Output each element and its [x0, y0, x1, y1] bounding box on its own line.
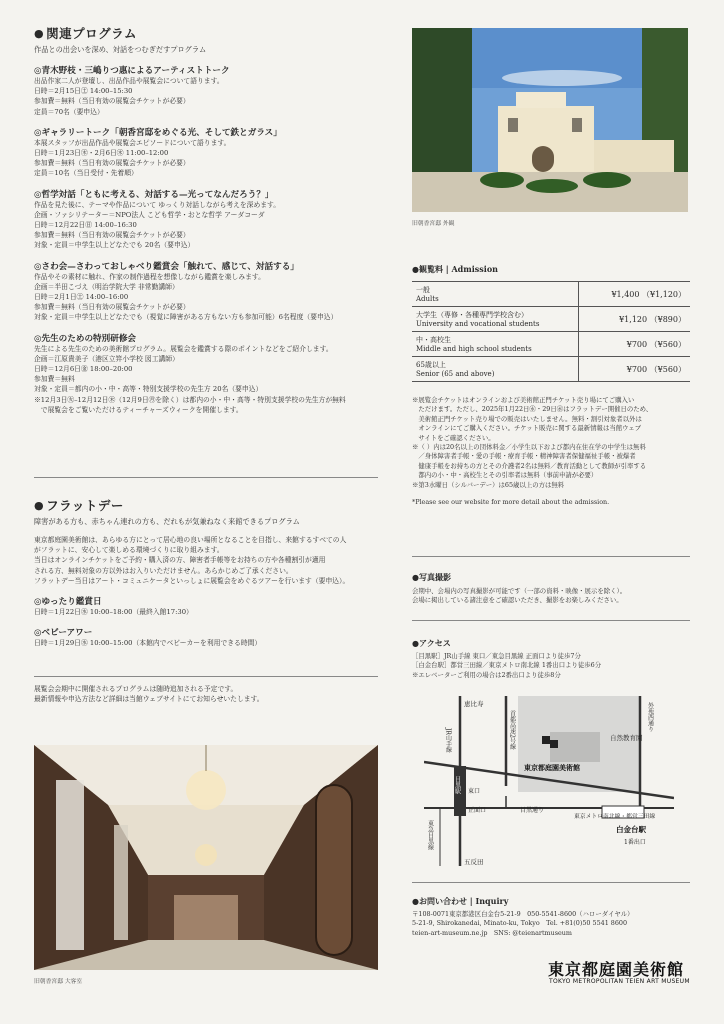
photo-rule-lines — [412, 587, 690, 606]
program-line: 日時＝2月15日㊏ 14:00–15:30 — [34, 87, 133, 96]
program-block — [34, 188, 378, 251]
inquiry-line: teien-art-museum.ne.jp SNS: @teienartmuseum — [412, 928, 572, 937]
program-line: 企画・ファシリテーター＝NPO法人 こども哲学・おとな哲学 アーダコーダ — [34, 210, 265, 219]
admission-title: ●観覧料 | Admission — [412, 264, 498, 274]
museum-logo-en: TOKYO METROPOLITAN TEIEN ART MUSEUM — [549, 978, 690, 985]
bullet-icon: ● — [34, 26, 45, 40]
admission-note-line: 美術館正門チケット売り場での販売はいたしません。無料・割引対象者以外は — [412, 414, 642, 423]
admission-note-line: ／身体障害者手帳・愛の手帳・療育手帳・精神障害者保健福祉手帳・被爆者 — [412, 452, 636, 461]
program-block — [34, 260, 378, 323]
admission-section — [412, 264, 690, 507]
map-label-metro: 東京メトロ南北線・都営三田線 — [574, 814, 656, 820]
inquiry-line: 5-21-9, Shirokanedai, Minato-ku, Tokyo Tel. +81(0)50 5541 8600 — [412, 919, 628, 928]
program-line: 日時＝2月1日㊏ 14:00–16:00 — [34, 293, 129, 302]
program-line: 先生による先生のための美術館プログラム。展覧会を鑑賞する際のポイントなどをご紹介します。 — [34, 344, 333, 353]
admission-category-jp: 一般 — [416, 286, 430, 294]
map-label-shirokanedai: 白金台駅 — [616, 825, 646, 834]
flatday-items — [34, 595, 378, 648]
map-label-east-exit: 東口 — [468, 788, 481, 795]
access-line: ［目黒駅］JR山手線 東口／東急目黒線 正面口より徒歩7分 — [412, 652, 581, 660]
right-divider-3 — [412, 882, 690, 883]
program-line: 参加費＝無料 — [34, 375, 75, 384]
admission-row — [412, 307, 690, 332]
admission-row — [412, 282, 690, 307]
hall-photo — [34, 745, 378, 970]
flatday-intro-line: 当日はオンラインチケットをご予約・購入済の方、障害者手帳等をお持ちの方や各種割引が適用 — [34, 556, 326, 565]
program-line: 参加費＝無料（当日有効の展覧会チケットが必要） — [34, 159, 190, 168]
program-line: 参加費＝無料（当日有効の展覧会チケットが必要） — [34, 303, 190, 312]
program-line: 対象・定員＝都内の小・中・高等・特別支援学校の先生方 20名（要申込） — [34, 385, 263, 394]
exterior-photo-caption: 旧朝香宮邸 外観 — [412, 221, 455, 227]
program-title: ◎先生のための特別研修会 — [34, 333, 137, 344]
admission-price: ¥700 （¥560） — [578, 357, 690, 382]
left-divider-1 — [34, 477, 378, 478]
program-line: 日時＝12月6日㊎ 18:00–20:00 — [34, 365, 133, 374]
admission-category — [412, 357, 578, 382]
flatday-item-line: 日時＝1月22日㊌ 10:00–18:00（最終入館17:30） — [34, 608, 193, 617]
access-line: ［白金台駅］都営三田線／東京メトロ南北線 1番出口より徒歩6分 — [412, 661, 602, 670]
hall-photo-caption: 旧朝香宮邸 大客室 — [34, 979, 83, 985]
program-block — [34, 332, 378, 415]
map-label-main-exit: 正面口 — [468, 807, 487, 814]
program-line: 参加費＝無料（当日有効の展覧会チケットが必要） — [34, 97, 190, 106]
right-divider-1 — [412, 556, 690, 557]
photo-rule-section — [412, 572, 690, 606]
admission-price: ¥1,120 （¥890） — [578, 307, 690, 332]
access-section — [412, 638, 690, 680]
flatday-note-line: 最新情報や申込方法など詳細は当館ウェブサイトにてお知らせいたします。 — [34, 695, 264, 704]
flatday-note-line: 展覧会会期中に開催されるプログラムは随時追加される予定です。 — [34, 685, 238, 693]
flatday-subtitle: 障害がある方も、赤ちゃん連れの方も、だれもが気兼ねなく来館できるプログラム — [34, 517, 300, 526]
admission-category-en: University and vocational students — [416, 320, 540, 328]
program-line: 企画＝江原貴美子（港区立笄小学校 図工講師） — [34, 354, 179, 363]
admission-price: ¥700 （¥560） — [578, 332, 690, 357]
flatday-intro-line: がフラットに、安心して楽しめる環境づくりに取り組みます。 — [34, 546, 224, 555]
program-line: 作品やその素材に触れ、作家の制作過程を想像しながら鑑賞を楽しみます。 — [34, 272, 265, 281]
map-label-exit1: 1番出口 — [624, 839, 646, 846]
program-line: 対象・定員＝中学生以上どなたでも（視覚に障害がある方もない方も参加可能）6名程度（要申込） — [34, 313, 338, 322]
program-line: 日時＝12月22日㊐ 14:00–16:30 — [34, 221, 137, 230]
photo-rule-title: ●写真撮影 — [412, 572, 451, 582]
admission-note-line: オンラインにてご購入ください。チケット販売に関する最新情報は当館ウェブ — [412, 424, 642, 433]
admission-category-jp: 大学生（専修・各種専門学校含む） — [416, 311, 528, 319]
access-title: ●アクセス — [412, 638, 451, 648]
bullet-icon: ● — [412, 572, 419, 582]
program-title: ◎哲学対話「ともに考える、対話する—光ってなんだろう？」 — [34, 189, 274, 200]
admission-note-en: *Please see our website for more detail about the admission. — [412, 498, 610, 507]
program-title: ◎青木野枝・三嶋りつ惠によるアーティストトーク — [34, 66, 230, 76]
admission-row — [412, 357, 690, 382]
map-label-tokyu: 東急目黒線 — [426, 820, 434, 850]
map-label-meguro-station: 目黒駅 — [453, 776, 461, 794]
hall-photo-image — [34, 745, 378, 970]
inquiry-title: ●お問い合わせ | Inquiry — [412, 896, 509, 906]
related-title-text: 関連プログラム — [46, 26, 137, 41]
program-list — [34, 64, 378, 415]
map-label-gaien: 外苑西通り — [646, 702, 654, 732]
photo-rule-line: 会場に掲出している諸注意をご確認いただき、撮影をお楽しみください。 — [412, 596, 623, 605]
map-label-jr-line: JR山手線 — [444, 728, 452, 753]
map-label-gotanda: 五反田 — [464, 858, 484, 866]
flatday-section-title — [34, 496, 378, 514]
flatday-note — [34, 684, 378, 704]
related-subtitle: 作品との出会いを深め、対話をつむぎだすプログラム — [34, 45, 207, 54]
admission-price: ¥1,400 （¥1,120） — [578, 282, 690, 307]
admission-table — [412, 281, 690, 382]
program-title: ◎ギャラリートーク「朝香宮邸をめぐる光、そして鉄とガラス」 — [34, 127, 282, 138]
admission-category-jp: 中・高校生 — [416, 336, 451, 344]
flatday-intro-line: される方、無料対象の方以外はお入りいただけません。あらかじめご了承ください。 — [34, 566, 293, 575]
program-line: で展覧会をご覧いただけるティーチャーズウィークを開催します。 — [34, 405, 243, 414]
admission-note-line: 都内の小・中・高校生とその引率者は無料（事前申請が必要） — [412, 471, 598, 480]
flatday-item-title: ◎ベビーアワー — [34, 628, 93, 639]
admission-category — [412, 307, 578, 332]
flatday-title-text: フラットデー — [46, 498, 124, 513]
map-label-museum: 東京都庭園美術館 — [524, 763, 580, 772]
access-map — [424, 696, 674, 866]
program-block — [34, 64, 378, 117]
museum-logo: 東京都庭園美術館 — [548, 960, 685, 979]
admission-note-line: ※（ ）内は20名以上の団体料金／小学生以下および都内在住在学の中学生は無料 — [412, 443, 646, 452]
program-title: ◎さわ会—さわっておしゃべり鑑賞会「触れて、感じて、対話する」 — [34, 261, 299, 272]
flatday-intro-line: 東京都庭園美術館は、あらゆる方にとって居心地の良い場所となることを目指し、来館するすべての人 — [34, 536, 347, 544]
inquiry-lines — [412, 910, 690, 938]
flatday-item-line: 日時＝1月29日㊌ 10:00–15:00（本館内でベビーカーを利用できる時間） — [34, 639, 262, 648]
admission-category-en: Adults — [416, 295, 439, 303]
exterior-photo — [412, 28, 688, 212]
program-line: 定員＝10名（当日受付・先着順） — [34, 169, 138, 178]
map-label-ebisu: 恵比寿 — [464, 700, 484, 708]
flatday-section — [34, 496, 378, 648]
flatday-intro-line: フラットデー当日はアート・コミュニケータといっしょに展覧会をめぐるツアーを行います（要申込）。 — [34, 576, 350, 585]
program-line: 本展スタッフが出品作品や展覧会エピソードについて語ります。 — [34, 138, 231, 147]
access-lines — [412, 652, 690, 680]
map-label-meguro-street: 目黒通り — [520, 807, 545, 814]
admission-category-en: Senior (65 and above) — [416, 370, 495, 378]
admission-notes — [412, 396, 690, 490]
bullet-icon: ● — [412, 896, 419, 906]
photo-rule-line: 会期中、会場内の写真撮影が可能です（一部の資料・映像・展示を除く）。 — [412, 587, 627, 595]
bullet-icon: ● — [34, 498, 45, 512]
admission-category-en: Middle and high school students — [416, 345, 532, 353]
program-line: 出品作家二人が登壇し、出品作品や展覧会について語ります。 — [34, 77, 224, 85]
map-label-expressway: 首都高速2号線 — [508, 710, 516, 750]
admission-note-line: ただけます。ただし、2025年1月22日㊌・29日㊌はフラットデー開催日のため、 — [412, 405, 653, 414]
flatday-item — [34, 626, 378, 648]
right-divider-2 — [412, 620, 690, 621]
flatday-intro — [34, 535, 378, 586]
related-section-title — [34, 24, 378, 42]
inquiry-line: 〒108-0071東京都港区白金台5-21-9 050-5541-8600（ハローダイヤル） — [412, 910, 634, 918]
admission-note-line: ※展覧会チケットはオンラインおよび美術館正門チケット売り場にてご購入い — [412, 396, 635, 404]
admission-note-line: 健康手帳をお持ちの方とその介護者2名は無料／教育活動として教師が引率する — [412, 461, 647, 470]
admission-note-line: サイトをご確認ください。 — [412, 433, 495, 442]
program-line: 定員＝70名（要申込） — [34, 107, 104, 116]
admission-row — [412, 332, 690, 357]
inquiry-section — [412, 896, 690, 938]
program-line: 企画＝半田こづえ（明治学院大学 非常勤講師） — [34, 282, 179, 291]
program-line: ※12月3日㊋–12月12日㊍（12月9日㊊を除く）は都内の小・中・高等・特別支援学校の先生方が無料 — [34, 395, 346, 404]
left-divider-2 — [34, 676, 378, 677]
admission-category — [412, 282, 578, 307]
left-column — [34, 24, 378, 415]
flatday-item — [34, 595, 378, 617]
admission-category — [412, 332, 578, 357]
program-block — [34, 126, 378, 179]
bullet-icon: ● — [412, 638, 419, 648]
program-line: 日時＝1月23日㊍・2月6日㊍ 11:00–12:00 — [34, 149, 169, 158]
admission-category-jp: 65歳以上 — [416, 361, 446, 369]
exterior-photo-image — [412, 28, 688, 212]
program-line: 作品を見た後に、テーマや作品について ゆっくり対話しながら考えを深めます。 — [34, 200, 281, 209]
admission-note-line: ※第3水曜日（シルバーデー）は65歳以上の方は無料 — [412, 480, 565, 489]
map-label-nature: 自然教育園 — [610, 734, 643, 742]
bullet-icon: ● — [412, 264, 419, 274]
access-line: ※エレベーターご利用の場合は2番出口より徒歩8分 — [412, 670, 561, 679]
program-line: 参加費＝無料（当日有効の展覧会チケットが必要） — [34, 231, 190, 240]
program-line: 対象・定員＝中学生以上どなたでも 20名（要申込） — [34, 241, 195, 250]
flatday-item-title: ◎ゆったり鑑賞日 — [34, 597, 102, 608]
